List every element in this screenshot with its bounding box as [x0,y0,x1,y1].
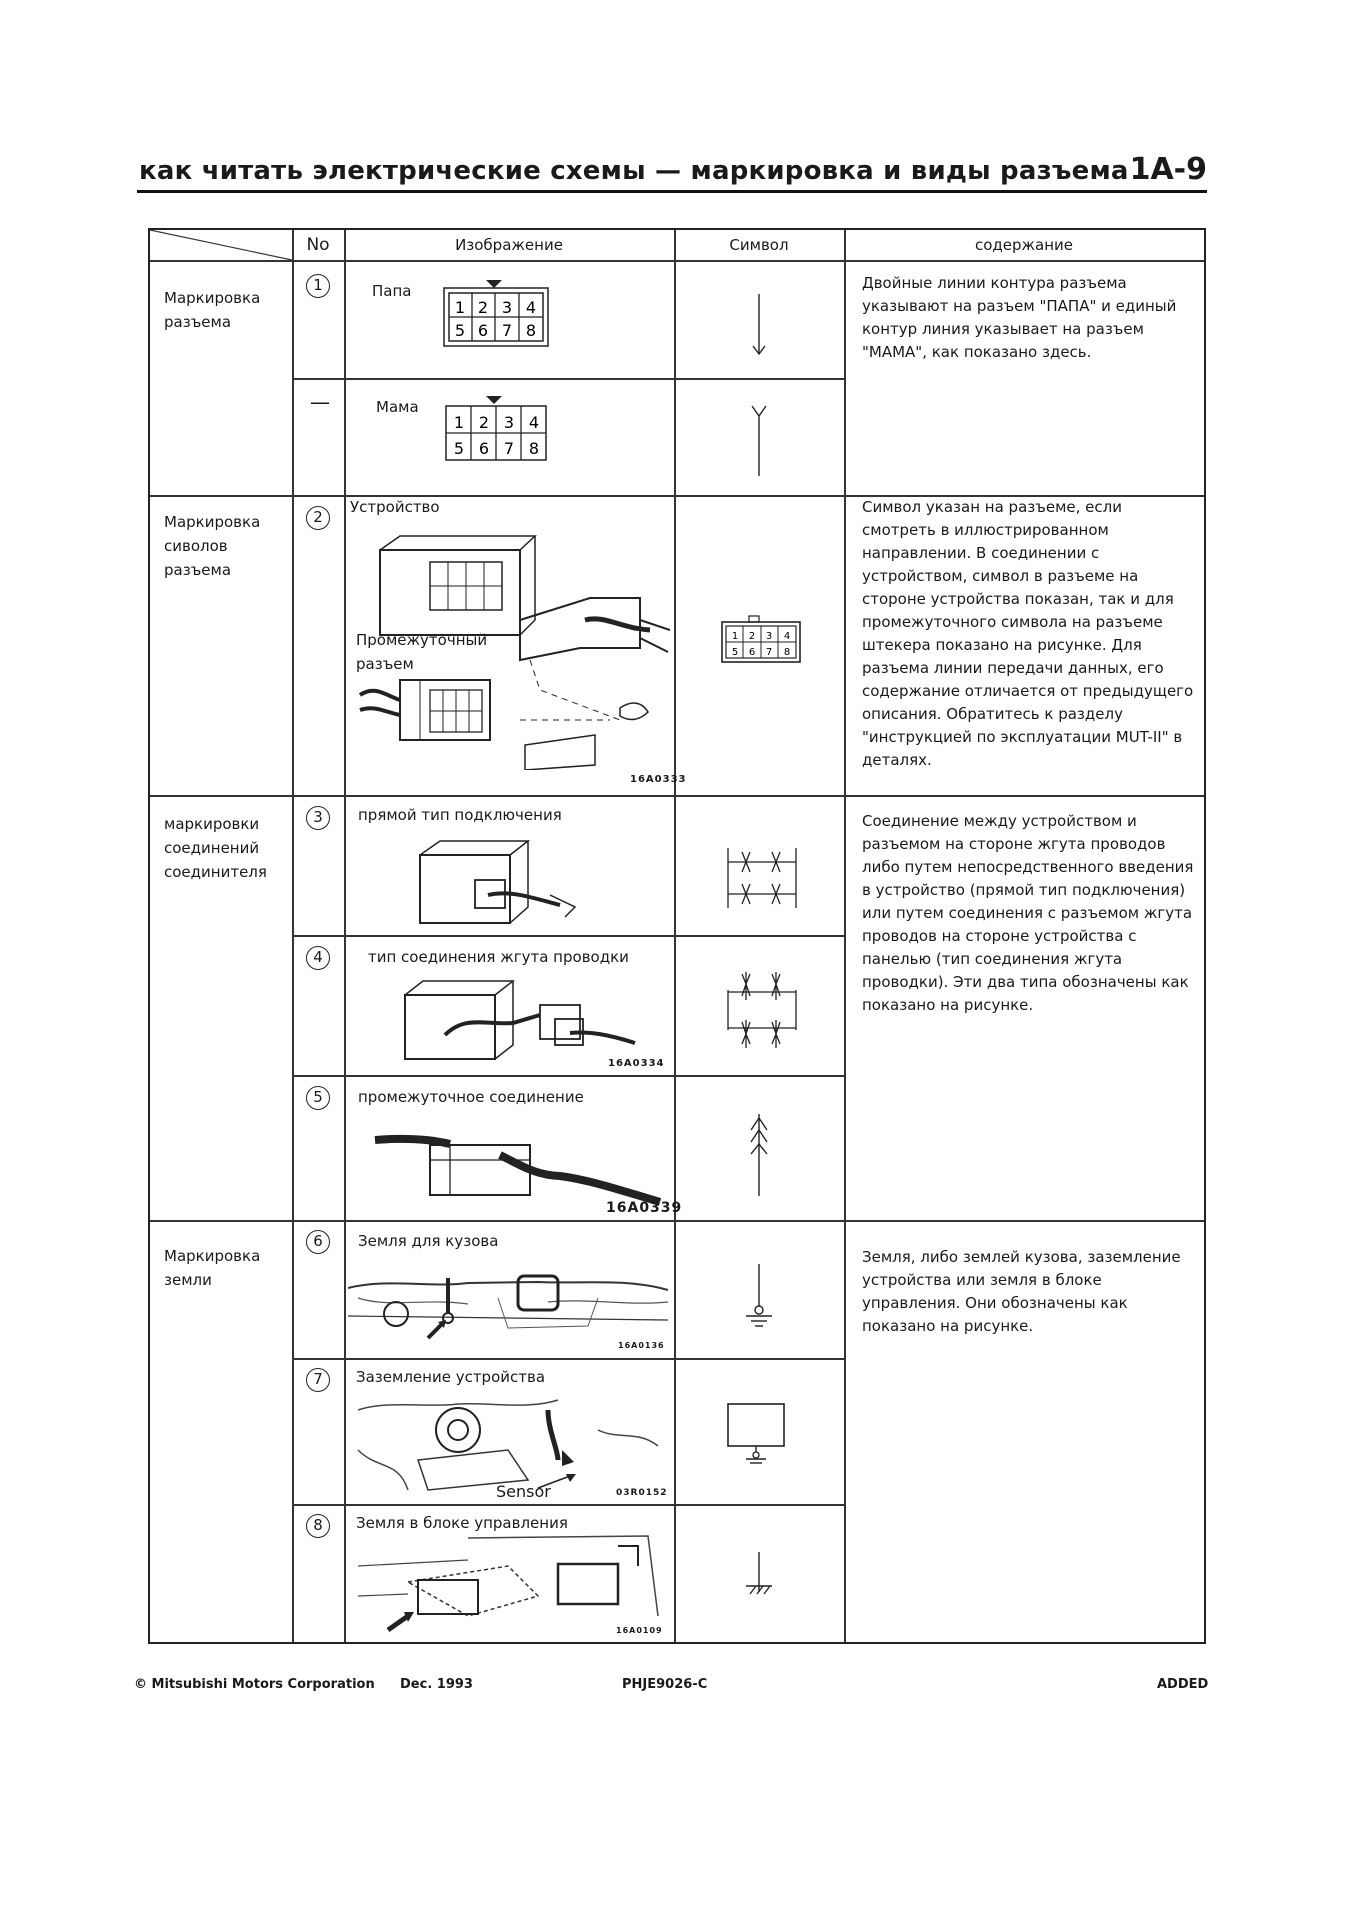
pin-label: 2 [477,298,489,317]
label-control-unit-ground: Земля в блоке управления [356,1514,568,1532]
body-ground-symbol [742,1260,776,1330]
pin-label: 8 [528,439,540,458]
pin-label: 7 [501,321,513,340]
control-unit-ground-illustration [348,1526,668,1636]
direct-connection-illustration [400,835,600,930]
pin-label: 1 [731,631,739,642]
row-number: 2 [304,502,332,530]
pin-label: 4 [783,631,791,642]
description-connection-marking: Соединение между устройством и разъемом на стороне жгута проводов либо путем непосредственного введения в устройство (прямой тип подключения) или путем соединения с разъемом жгута проводов на стороне устройства с панелью (тип соединения жгута проводки). Эти два типа обозначены как показано на рисунке. [862,812,1194,1014]
footer-doc-code: PHJE9026-C [622,1677,708,1692]
pin-label: 3 [765,631,773,642]
row-number: 1 [304,270,332,298]
label-device-ground: Заземление устройства [356,1368,546,1386]
pin-label: 1 [453,413,465,432]
pin-label: 3 [503,413,515,432]
category-connector-marking: Маркировка разъема [164,289,261,331]
pin-label: 8 [783,647,791,658]
pin-label: 3 [501,298,513,317]
female-connector-illustration [442,390,552,466]
description-connector-symbols: Символ указан на разъеме, если смотреть в иллюстрированном направлении. В соединении с устройством, символ в разъеме на стороне устройства показан, так и для промежуточного символа на разъеме штекера показано на рисунке. Для разъема линии передачи данных, его содержание отличается от предыдущего описания. Обратитесь к разделу "инструкцией по эксплуатации MUT-II" в деталях. [862,498,1194,769]
pin-label: 2 [478,413,490,432]
label-sensor: Sensor [496,1482,551,1501]
category-ground-marking: Маркировка земли [164,1247,261,1289]
footer-date: Dec. 1993 [400,1677,473,1692]
col-header-no: No [306,235,330,255]
pin-label: 6 [478,439,490,458]
label-device: Устройство [350,498,440,516]
figure-code: 16A0136 [618,1341,665,1350]
pin-label: 4 [525,298,537,317]
row-number: 8 [304,1510,332,1538]
figure-code: 16A0109 [616,1626,663,1635]
intermediate-connection-illustration [370,1110,670,1210]
pin-label: 6 [477,321,489,340]
footer-status: ADDED [1157,1677,1209,1692]
category-connection-marking: маркировки соединений соединителя [164,815,267,881]
label-intermediate-connection: промежуточное соединение [358,1088,584,1106]
pin-label: 7 [503,439,515,458]
pin-label: 5 [453,439,465,458]
harness-connection-symbol [722,970,802,1050]
pin-label: 2 [748,631,756,642]
figure-code: 16A0334 [608,1058,665,1069]
figure-code: 03R0152 [616,1488,668,1498]
description-connector-marking: Двойные линии контура разъема указывают на разъем "ПАПА" и единый контур линия указывает на разъем "МАМА", как показано здесь. [862,274,1177,361]
label-body-ground: Земля для кузова [358,1232,499,1250]
body-ground-illustration [348,1258,668,1348]
male-symbol [744,290,774,360]
header-corner-diagonal [150,230,292,261]
direct-connection-symbol [722,842,802,914]
intermediate-connection-symbol [744,1110,774,1200]
pin-label: 8 [525,321,537,340]
male-connector-illustration [442,274,552,350]
control-unit-ground-symbol [742,1548,776,1602]
description-ground-marking: Земля, либо землей кузова, заземление устройства или земля в блоке управления. Они обозначены как показано на рисунке. [862,1248,1181,1335]
label-direct-connection: прямой тип подключения [358,806,562,824]
row-number: 4 [304,942,332,970]
label-female: Мама [376,398,419,416]
col-header-image: Изображение [455,236,563,254]
device-connector-illustration [350,520,670,770]
col-header-content: содержание [974,236,1074,254]
pin-label: 5 [731,647,739,658]
figure-code: 16A0339 [606,1200,683,1216]
page-title: как читать электрические схемы — маркировка и виды разъема [139,156,1129,186]
label-intermediate-connector: Промежуточный разъем [356,631,488,673]
figure-code: 16A0333 [630,774,687,785]
female-symbol [744,402,774,482]
label-harness-connection: тип соединения жгута проводки [368,948,629,966]
page-number: 1A-9 [1129,152,1207,187]
row-number-dash: — [310,390,330,414]
device-ground-symbol [724,1400,788,1466]
pin-label: 6 [748,647,756,658]
category-connector-symbols: Маркировка сиволов разъема [164,513,261,579]
pin-label: 1 [454,298,466,317]
row-number: 6 [304,1226,332,1254]
col-header-symbol: Символ [729,236,789,254]
connector-table [148,228,1206,1644]
pin-label: 7 [765,647,773,658]
row-number: 5 [304,1082,332,1110]
page-header [137,150,1207,193]
pin-label: 5 [454,321,466,340]
label-male: Папа [372,282,412,300]
connector-symbol-illustration [719,614,803,666]
footer-copyright: © Mitsubishi Motors Corporation [134,1677,375,1692]
row-number: 7 [304,1364,332,1392]
harness-connection-illustration [395,975,645,1065]
row-number: 3 [304,802,332,830]
pin-label: 4 [528,413,540,432]
